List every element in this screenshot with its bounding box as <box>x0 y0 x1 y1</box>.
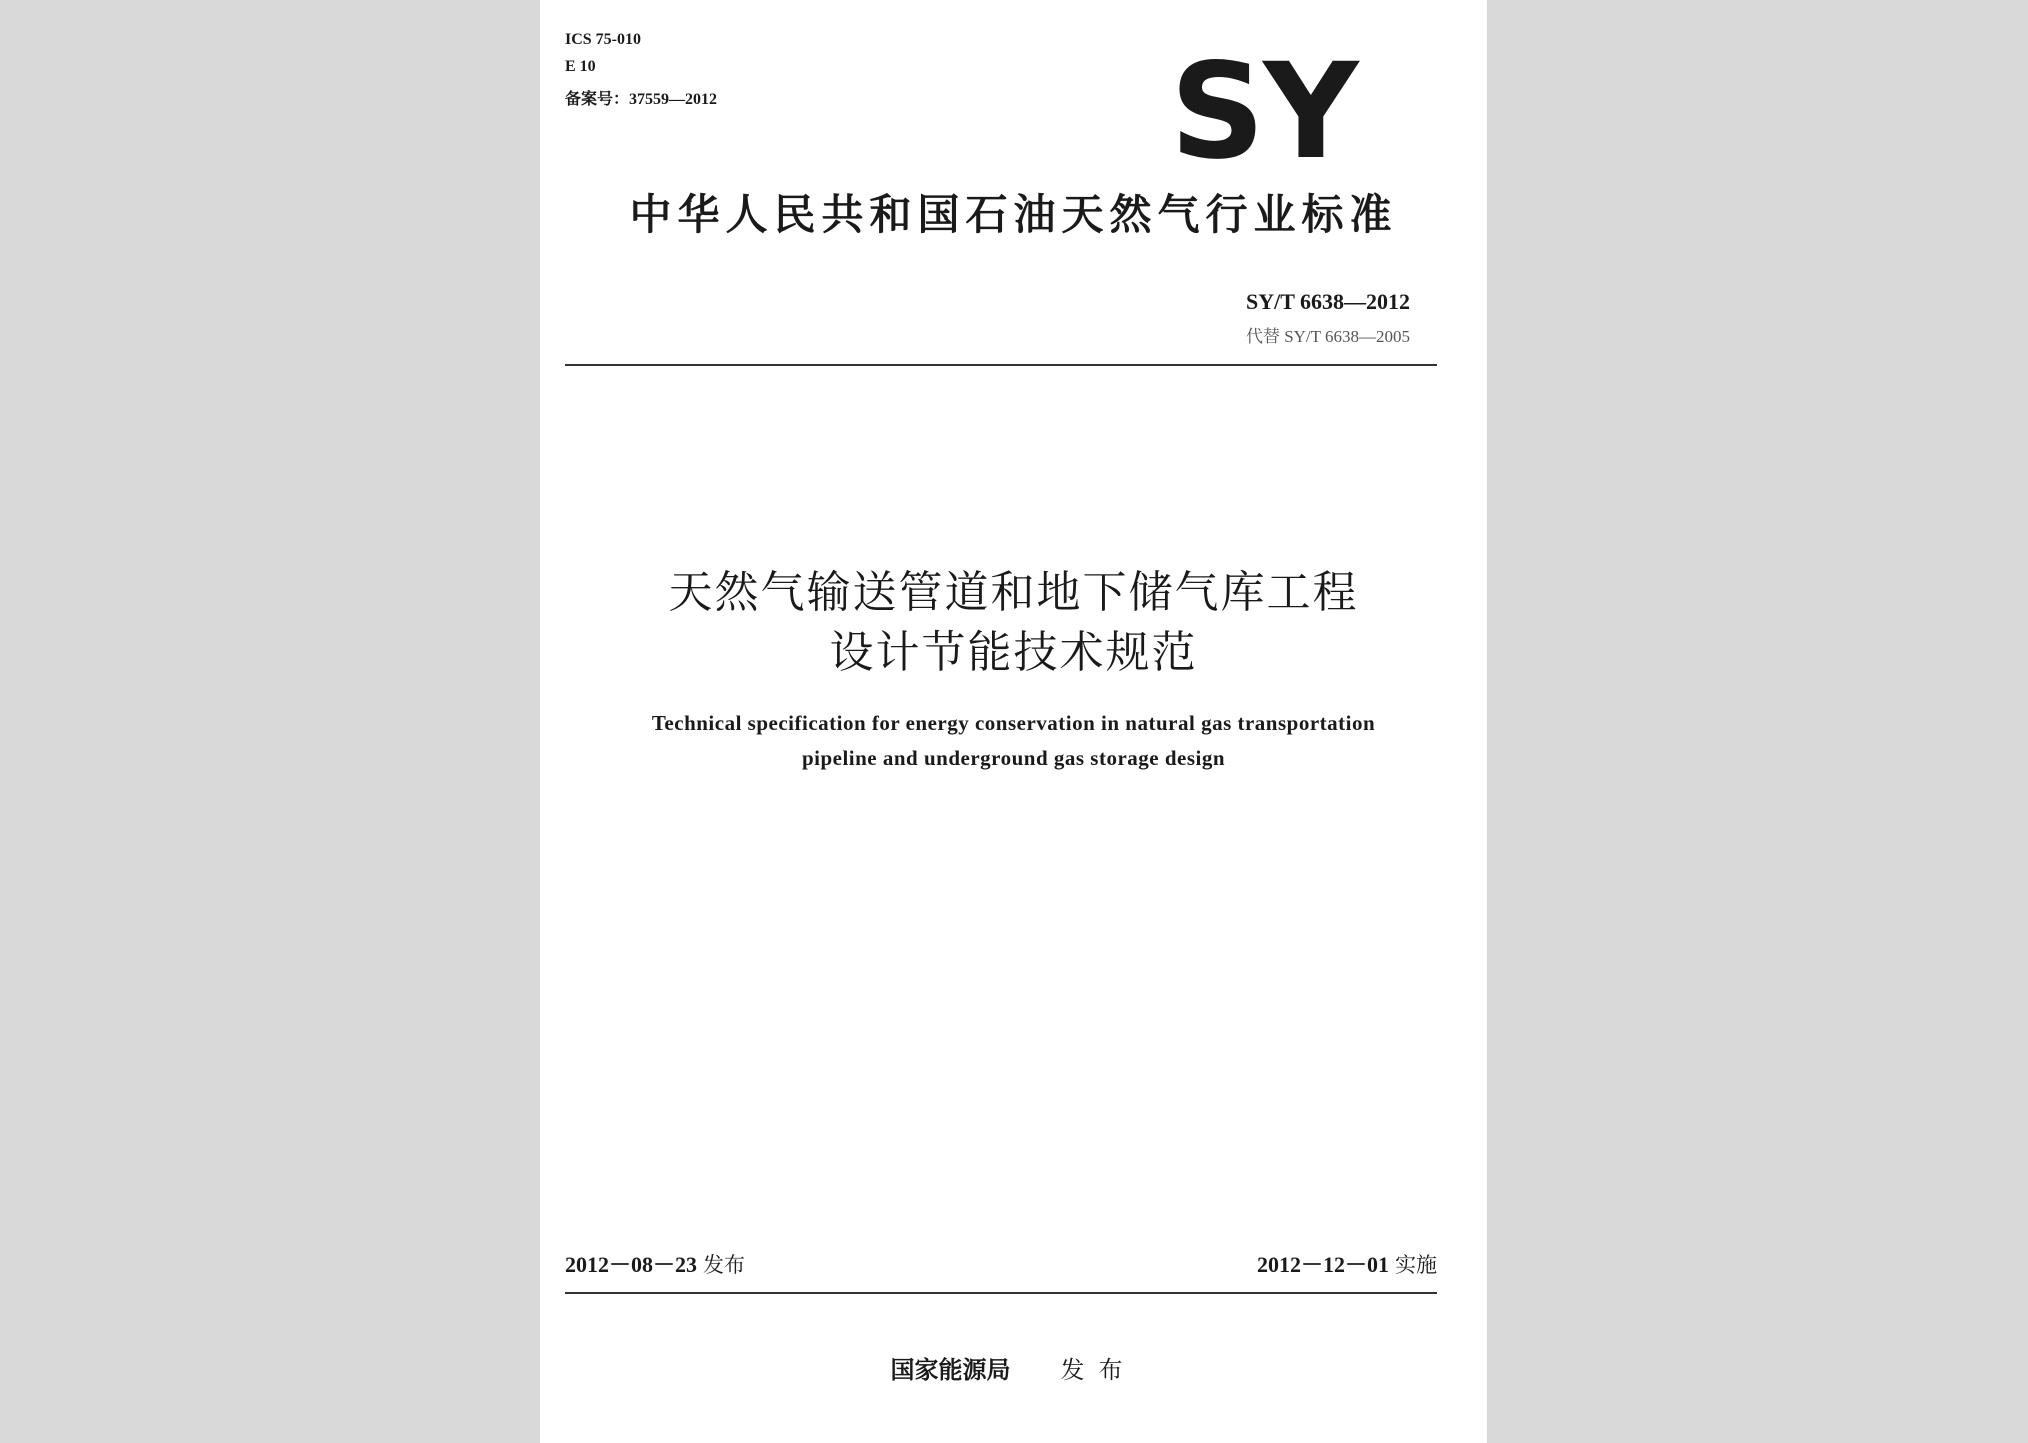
effective-label: 实施 <box>1395 1253 1437 1277</box>
sy-logo: SY <box>1170 35 1357 189</box>
effective-date: 2012－12－01 <box>1256 1252 1389 1277</box>
replaces-standard: 代替 SY/T 6638—2005 <box>1245 327 1410 346</box>
standard-code: SY/T 6638—2012 <box>1245 289 1410 314</box>
issued-label: 发布 <box>703 1253 746 1277</box>
title-chinese-line-2: 设计节能技术规范 <box>829 627 1198 678</box>
ics-number: ICS 75-010 <box>565 31 642 48</box>
issued-date-block <box>565 1248 745 1279</box>
issued-date: 2012－08－23 <box>565 1252 698 1277</box>
publisher-action: 发布 <box>1060 1356 1137 1384</box>
publisher-name: 国家能源局 <box>890 1356 1011 1384</box>
effective-date-block <box>1257 1248 1437 1279</box>
organization-title: 中华人民共和国石油天然气行业标准 <box>629 190 1398 239</box>
title-chinese-line-1: 天然气输送管道和地下储气库工程 <box>668 567 1359 618</box>
title-english-line-1: Technical specification for energy conservation in natural gas transportation <box>651 711 1376 735</box>
header-divider <box>565 364 1437 366</box>
document-page <box>540 0 1487 1443</box>
classification-code: E 10 <box>565 58 596 75</box>
publisher-block <box>540 1350 1487 1385</box>
title-english-line-2: pipeline and underground gas storage design <box>801 746 1226 770</box>
record-number: 备案号：37559—2012 <box>565 91 718 108</box>
footer-divider <box>565 1292 1437 1294</box>
